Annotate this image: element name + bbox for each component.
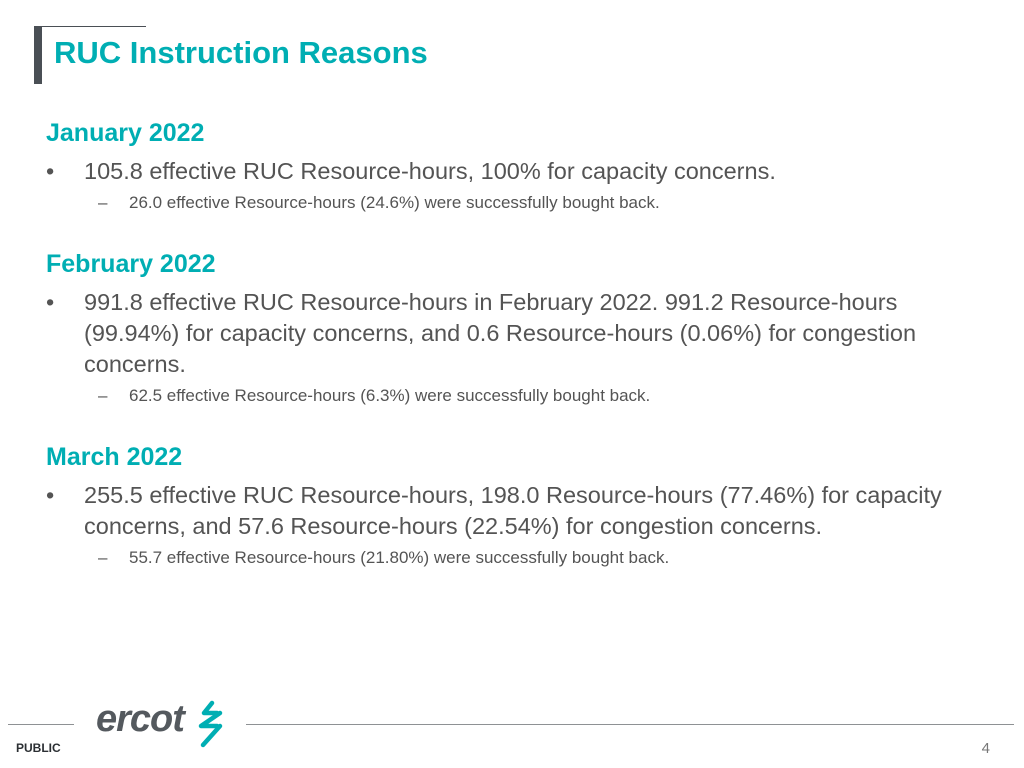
bullet-marker: • (46, 482, 55, 508)
bullet-item (46, 480, 996, 542)
section-heading: February 2022 (46, 250, 216, 278)
footer-divider-left (8, 724, 74, 725)
sub-bullet-text: 55.7 effective Resource-hours (21.80%) were successfully bought back. (129, 548, 670, 567)
ercot-bolt-icon (190, 700, 228, 748)
sub-bullet-marker: – (98, 548, 108, 567)
sub-bullet-text: 26.0 effective Resource-hours (24.6%) were successfully bought back. (129, 193, 660, 212)
section-march (46, 442, 996, 570)
bullet-text: 991.8 effective RUC Resource-hours in February 2022. 991.2 Resource-hours (99.94%) for capacity concerns, and 0.6 Resource-hours (0.06%) for congestion concerns. (84, 289, 917, 377)
sub-bullet-item (46, 384, 996, 408)
sub-bullet-marker: – (98, 386, 108, 405)
sub-bullet-marker: – (98, 193, 108, 212)
bullet-marker: • (46, 289, 55, 315)
title-accent-bar (34, 26, 42, 84)
sub-bullet-item (46, 191, 996, 215)
section-heading: March 2022 (46, 443, 183, 471)
bullet-text: 255.5 effective RUC Resource-hours, 198.0 Resource-hours (77.46%) for capacity concerns, and 57.6 Resource-hours (22.54%) for congestion concerns. (84, 482, 942, 539)
page-number: 4 (981, 740, 990, 757)
footer-classification: PUBLIC (16, 741, 61, 755)
title-accent-line (34, 26, 146, 27)
slide-content (46, 118, 996, 604)
section-heading: January 2022 (46, 119, 205, 147)
logo-wordmark: ercot (96, 698, 184, 740)
bullet-item (46, 156, 996, 187)
sub-bullet-text: 62.5 effective Resource-hours (6.3%) were successfully bought back. (129, 386, 651, 405)
bullet-text: 105.8 effective RUC Resource-hours, 100% for capacity concerns. (84, 158, 776, 184)
ercot-logo (96, 698, 236, 750)
slide-title: RUC Instruction Reasons (54, 35, 428, 70)
section-january (46, 118, 996, 215)
bullet-item (46, 287, 996, 380)
sub-bullet-item (46, 546, 996, 570)
bullet-marker: • (46, 158, 55, 184)
footer-divider-right (246, 724, 1014, 725)
section-february (46, 249, 996, 408)
